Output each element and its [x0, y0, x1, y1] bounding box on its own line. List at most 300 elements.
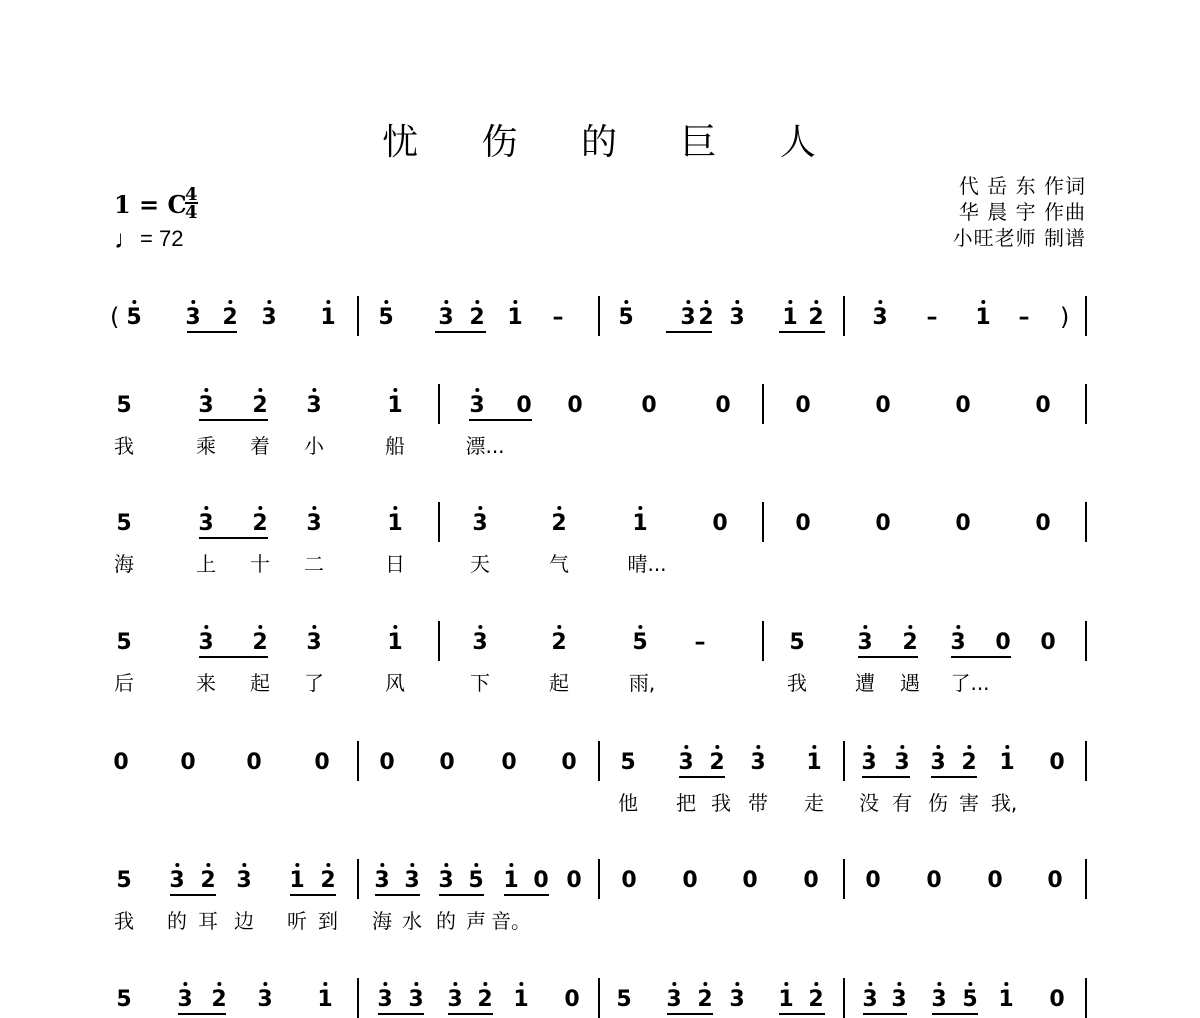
lyric-syllable: 我 — [114, 434, 134, 458]
lyric-syllable: 的 — [436, 909, 456, 933]
jianpu-note: 1 — [632, 512, 647, 536]
octave-dot-above — [867, 745, 871, 749]
dash-note: – — [1018, 305, 1030, 330]
jianpu-note: 3 — [306, 512, 321, 536]
octave-dot-above — [1005, 745, 1009, 749]
jianpu-note: 2 — [698, 306, 713, 330]
beam-underline — [199, 656, 268, 658]
lyric-syllable: 了 — [304, 671, 324, 695]
jianpu-note: 3 — [447, 988, 462, 1012]
jianpu-note: 5 — [620, 750, 636, 775]
jianpu-note: 5 — [632, 631, 647, 655]
lyric-syllable: 我 — [711, 791, 731, 815]
beam-underline — [439, 894, 484, 896]
jianpu-note: 1 — [806, 751, 821, 775]
lyric-syllable: 走 — [804, 791, 824, 815]
lyric-syllable: 日 — [385, 552, 405, 576]
octave-dot-above — [509, 863, 513, 867]
jianpu-note: 0 — [379, 750, 395, 775]
jianpu-note: 2 — [551, 631, 566, 655]
octave-dot-above — [703, 982, 707, 986]
octave-dot-above — [686, 300, 690, 304]
jianpu-note: 5 — [616, 987, 632, 1012]
lyric-syllable: 音。 — [491, 909, 531, 933]
beam-underline — [858, 656, 918, 658]
octave-dot-above — [483, 982, 487, 986]
octave-dot-above — [814, 300, 818, 304]
jianpu-note: 0 — [926, 868, 942, 893]
beam-underline — [199, 419, 268, 421]
lyric-syllable: 把 — [676, 791, 696, 815]
jianpu-note: 0 — [795, 511, 811, 536]
octave-dot-above — [475, 300, 479, 304]
lyric-syllable: 的 — [167, 909, 187, 933]
jianpu-note: 0 — [113, 750, 129, 775]
dash-note: – — [552, 305, 564, 330]
beam-underline — [187, 331, 237, 333]
jianpu-note: 2 — [320, 869, 335, 893]
octave-dot-above — [937, 982, 941, 986]
octave-dot-above — [557, 625, 561, 629]
jianpu-note: 5 — [116, 987, 132, 1012]
octave-dot-above — [908, 625, 912, 629]
jianpu-note: 3 — [177, 988, 192, 1012]
octave-dot-above — [228, 300, 232, 304]
octave-dot-above — [1004, 982, 1008, 986]
tempo-marking — [114, 224, 183, 255]
octave-dot-above — [444, 863, 448, 867]
lyric-syllable: 风 — [385, 671, 405, 695]
lyric-syllable: 乘 — [196, 434, 216, 458]
bar-line — [357, 296, 359, 336]
jianpu-note: 1 — [999, 751, 1014, 775]
octave-dot-above — [383, 982, 387, 986]
jianpu-note: 0 — [516, 393, 532, 418]
quarter-note-icon: ♩ — [114, 224, 140, 254]
jianpu-note: 3 — [374, 869, 389, 893]
bar-line — [438, 384, 440, 424]
octave-dot-above — [967, 745, 971, 749]
jianpu-note: 2 — [551, 512, 566, 536]
octave-dot-above — [393, 625, 397, 629]
lyric-syllable: 起 — [250, 671, 270, 695]
octave-dot-above — [444, 300, 448, 304]
bar-line — [598, 978, 600, 1018]
jianpu-note: 3 — [680, 306, 695, 330]
jianpu-note: 5 — [116, 630, 132, 655]
jianpu-note: 3 — [169, 869, 184, 893]
octave-dot-above — [326, 300, 330, 304]
jianpu-note: 5 — [116, 511, 132, 536]
lyric-syllable: 带 — [748, 791, 768, 815]
bar-line — [1085, 978, 1087, 1018]
octave-dot-above — [638, 625, 642, 629]
octave-dot-above — [191, 300, 195, 304]
jianpu-note: 2 — [961, 751, 976, 775]
jianpu-note: 0 — [501, 750, 517, 775]
jianpu-note: 5 — [116, 868, 132, 893]
jianpu-note: 1 — [320, 306, 335, 330]
lyric-syllable: 海 — [372, 909, 392, 933]
octave-dot-above — [258, 388, 262, 392]
jianpu-note: 3 — [894, 751, 909, 775]
lyric-syllable: 他 — [618, 791, 638, 815]
bar-line — [1085, 296, 1087, 336]
lyric-syllable: 水 — [402, 909, 422, 933]
jianpu-note: 0 — [955, 511, 971, 536]
lyric-syllable: 十 — [250, 552, 270, 576]
octave-dot-above — [242, 863, 246, 867]
jianpu-note: 2 — [709, 751, 724, 775]
jianpu-note: 0 — [1049, 750, 1065, 775]
octave-dot-above — [204, 625, 208, 629]
octave-dot-above — [258, 506, 262, 510]
jianpu-note: 2 — [808, 306, 823, 330]
jianpu-note: 3 — [750, 751, 765, 775]
jianpu-note: 3 — [931, 988, 946, 1012]
beam-underline — [667, 1013, 713, 1015]
jianpu-note: 5 — [468, 869, 483, 893]
lyric-syllable: 边 — [234, 909, 254, 933]
octave-dot-above — [784, 982, 788, 986]
bar-line — [1085, 741, 1087, 781]
jianpu-note: 0 — [1035, 393, 1051, 418]
octave-dot-above — [715, 745, 719, 749]
octave-dot-above — [684, 745, 688, 749]
jianpu-note: 0 — [314, 750, 330, 775]
jianpu-note: 0 — [621, 868, 637, 893]
lyric-syllable: 来 — [196, 671, 216, 695]
lyric-syllable: 晴... — [627, 552, 667, 576]
jianpu-note: 0 — [567, 393, 583, 418]
jianpu-note: 1 — [317, 988, 332, 1012]
jianpu-note: 0 — [1040, 630, 1056, 655]
beam-underline — [779, 1013, 825, 1015]
jianpu-note: 5 — [116, 393, 132, 418]
bar-line — [1085, 859, 1087, 899]
jianpu-note: 3 — [930, 751, 945, 775]
song-title: 忧 伤 的 巨 人 — [382, 122, 842, 163]
bar-line — [598, 741, 600, 781]
octave-dot-above — [478, 506, 482, 510]
beam-underline — [862, 776, 910, 778]
jianpu-note: 1 — [975, 306, 990, 330]
jianpu-note: 3 — [891, 988, 906, 1012]
bar-line — [1085, 502, 1087, 542]
jianpu-note: 1 — [387, 394, 402, 418]
lyric-syllable: 上 — [196, 552, 216, 576]
jianpu-note: 1 — [289, 869, 304, 893]
jianpu-note: 3 — [377, 988, 392, 1012]
jianpu-note: 2 — [697, 988, 712, 1012]
jianpu-note: 5 — [126, 306, 141, 330]
octave-dot-above — [557, 506, 561, 510]
beam-underline — [779, 331, 825, 333]
octave-dot-above — [814, 982, 818, 986]
bar-line — [1085, 621, 1087, 661]
octave-dot-above — [380, 863, 384, 867]
octave-dot-above — [175, 863, 179, 867]
bar-line — [762, 384, 764, 424]
jianpu-note: 5 — [378, 306, 393, 330]
octave-dot-above — [519, 982, 523, 986]
jianpu-note: 5 — [618, 306, 633, 330]
lyric-syllable: 后 — [114, 671, 134, 695]
octave-dot-above — [312, 506, 316, 510]
jianpu-note: 0 — [682, 868, 698, 893]
jianpu-note: 1 — [507, 306, 522, 330]
bar-line — [843, 978, 845, 1018]
lyric-syllable: 小 — [304, 434, 324, 458]
lyric-syllable: 我 — [114, 909, 134, 933]
lyric-syllable: 耳 — [198, 909, 218, 933]
octave-dot-above — [868, 982, 872, 986]
repeat-open-paren: ( — [110, 303, 120, 331]
jianpu-note: 2 — [252, 394, 267, 418]
jianpu-note: 3 — [198, 631, 213, 655]
beam-underline — [504, 894, 549, 896]
jianpu-note: 3 — [861, 751, 876, 775]
jianpu-note: 1 — [513, 988, 528, 1012]
octave-dot-above — [704, 300, 708, 304]
octave-dot-above — [475, 388, 479, 392]
octave-dot-above — [735, 300, 739, 304]
jianpu-note: 3 — [306, 394, 321, 418]
jianpu-note: 2 — [211, 988, 226, 1012]
bar-line — [357, 741, 359, 781]
jianpu-note: 3 — [261, 306, 276, 330]
jianpu-note: 1 — [998, 988, 1013, 1012]
octave-dot-above — [968, 982, 972, 986]
octave-dot-above — [863, 625, 867, 629]
key-signature: 1 = C — [114, 190, 187, 219]
beam-underline — [931, 776, 977, 778]
jianpu-note: 0 — [803, 868, 819, 893]
octave-dot-above — [897, 982, 901, 986]
octave-dot-above — [217, 982, 221, 986]
lyric-syllable: 雨, — [628, 671, 656, 695]
beam-underline — [951, 656, 1011, 658]
octave-dot-above — [672, 982, 676, 986]
meter-top: 4 — [185, 184, 198, 205]
jianpu-note: 3 — [438, 306, 453, 330]
beam-underline — [290, 894, 336, 896]
dash-note: – — [694, 630, 706, 655]
jianpu-note: 0 — [641, 393, 657, 418]
octave-dot-above — [258, 625, 262, 629]
lyric-syllable: 着 — [250, 434, 270, 458]
octave-dot-above — [326, 863, 330, 867]
octave-dot-above — [263, 982, 267, 986]
lyric-syllable: 我 — [787, 671, 807, 695]
beam-underline — [469, 419, 532, 421]
jianpu-note: 3 — [862, 988, 877, 1012]
lyric-syllable: 遇 — [900, 671, 920, 695]
jianpu-note: 3 — [438, 869, 453, 893]
arranger-credit: 小旺老师 制谱 — [952, 226, 1086, 250]
jianpu-note: 0 — [439, 750, 455, 775]
octave-dot-above — [638, 506, 642, 510]
beam-underline — [375, 894, 420, 896]
bar-line — [357, 859, 359, 899]
jianpu-note: 3 — [306, 631, 321, 655]
octave-dot-below — [384, 300, 388, 304]
octave-dot-above — [312, 388, 316, 392]
jianpu-note: 3 — [236, 869, 251, 893]
octave-dot-below — [132, 300, 136, 304]
bar-line — [598, 859, 600, 899]
octave-dot-above — [393, 506, 397, 510]
beam-underline — [199, 537, 268, 539]
beam-underline — [448, 1013, 493, 1015]
octave-dot-above — [735, 982, 739, 986]
octave-dot-above — [956, 625, 960, 629]
octave-dot-above — [900, 745, 904, 749]
lyric-syllable: 天 — [470, 552, 490, 576]
bar-line — [357, 978, 359, 1018]
bar-line — [438, 621, 440, 661]
jianpu-note: 2 — [252, 631, 267, 655]
bar-line — [843, 859, 845, 899]
jianpu-note: 0 — [995, 630, 1011, 655]
octave-dot-above — [295, 863, 299, 867]
lyric-syllable: 下 — [470, 671, 490, 695]
lyric-syllable: 遭 — [855, 671, 875, 695]
octave-dot-above — [410, 863, 414, 867]
jianpu-note: 3 — [472, 512, 487, 536]
jianpu-note: 1 — [387, 512, 402, 536]
octave-dot-above — [393, 388, 397, 392]
jianpu-note: 2 — [902, 631, 917, 655]
bar-line — [843, 296, 845, 336]
jianpu-note: 5 — [962, 988, 977, 1012]
jianpu-note: 2 — [252, 512, 267, 536]
jianpu-note: 0 — [533, 868, 549, 893]
composer-credit: 华 晨 宇 作曲 — [958, 200, 1086, 224]
lyricist-credit: 代 岳 东 作词 — [958, 174, 1086, 198]
bar-line — [598, 296, 600, 336]
octave-dot-above — [453, 982, 457, 986]
jianpu-note: 0 — [875, 511, 891, 536]
octave-dot-above — [812, 745, 816, 749]
beam-underline — [666, 331, 712, 333]
octave-dot-above — [936, 745, 940, 749]
repeat-close-paren: ) — [1060, 303, 1070, 331]
jianpu-note: 0 — [715, 393, 731, 418]
octave-dot-above — [414, 982, 418, 986]
dash-note: – — [926, 305, 938, 330]
octave-dot-above — [312, 625, 316, 629]
octave-dot-above — [878, 300, 882, 304]
jianpu-note: 0 — [987, 868, 1003, 893]
octave-dot-above — [183, 982, 187, 986]
bar-line — [438, 502, 440, 542]
lyric-syllable: 有 — [892, 791, 912, 815]
jianpu-note: 0 — [1035, 511, 1051, 536]
octave-dot-above — [204, 506, 208, 510]
octave-dot-above — [267, 300, 271, 304]
jianpu-note: 1 — [778, 988, 793, 1012]
jianpu-note: 1 — [782, 306, 797, 330]
jianpu-note: 0 — [875, 393, 891, 418]
octave-dot-above — [756, 745, 760, 749]
jianpu-note: 2 — [477, 988, 492, 1012]
jianpu-note: 0 — [795, 393, 811, 418]
jianpu-note: 3 — [198, 512, 213, 536]
jianpu-note: 3 — [872, 306, 887, 330]
lyric-syllable: 船 — [385, 434, 405, 458]
jianpu-note: 0 — [566, 868, 582, 893]
octave-dot-above — [474, 863, 478, 867]
lyric-syllable: 起 — [549, 671, 569, 695]
lyric-syllable: 海 — [114, 552, 134, 576]
jianpu-note: 3 — [469, 394, 484, 418]
jianpu-note: 0 — [180, 750, 196, 775]
jianpu-note: 1 — [387, 631, 402, 655]
octave-dot-below — [624, 300, 628, 304]
octave-dot-above — [323, 982, 327, 986]
jianpu-note: 3 — [198, 394, 213, 418]
jianpu-note: 0 — [1049, 987, 1065, 1012]
jianpu-note: 3 — [729, 988, 744, 1012]
jianpu-note: 5 — [789, 630, 805, 655]
octave-dot-above — [478, 625, 482, 629]
lyric-syllable: 声 — [466, 909, 486, 933]
jianpu-note: 2 — [469, 306, 484, 330]
jianpu-note: 3 — [408, 988, 423, 1012]
jianpu-note: 1 — [503, 869, 518, 893]
octave-dot-above — [206, 863, 210, 867]
jianpu-note: 2 — [222, 306, 237, 330]
lyric-syllable: 二 — [304, 552, 324, 576]
lyric-syllable: 到 — [318, 909, 338, 933]
jianpu-note: 3 — [404, 869, 419, 893]
jianpu-note: 3 — [185, 306, 200, 330]
lyric-syllable: 漂... — [465, 434, 505, 458]
time-signature — [185, 186, 198, 221]
lyric-syllable: 听 — [287, 909, 307, 933]
jianpu-note: 0 — [955, 393, 971, 418]
lyric-syllable: 我, — [990, 791, 1018, 815]
jianpu-note: 3 — [678, 751, 693, 775]
jianpu-note: 3 — [472, 631, 487, 655]
jianpu-note: 0 — [712, 511, 728, 536]
lyric-syllable: 害 — [959, 791, 979, 815]
octave-dot-above — [204, 388, 208, 392]
lyric-syllable: 伤 — [928, 791, 948, 815]
jianpu-note: 0 — [742, 868, 758, 893]
beam-underline — [863, 1013, 907, 1015]
lyric-syllable: 没 — [859, 791, 879, 815]
jianpu-note: 2 — [808, 988, 823, 1012]
beam-underline — [378, 1013, 424, 1015]
jianpu-note: 3 — [257, 988, 272, 1012]
beam-underline — [170, 894, 216, 896]
beam-underline — [932, 1013, 978, 1015]
meter-bottom: 4 — [185, 202, 198, 223]
octave-dot-above — [788, 300, 792, 304]
jianpu-note: 3 — [950, 631, 965, 655]
lyric-syllable: 了... — [950, 671, 990, 695]
jianpu-note: 2 — [200, 869, 215, 893]
jianpu-note: 0 — [564, 987, 580, 1012]
jianpu-note: 0 — [865, 868, 881, 893]
beam-underline — [679, 776, 725, 778]
jianpu-note: 0 — [246, 750, 262, 775]
octave-dot-above — [981, 300, 985, 304]
bar-line — [843, 741, 845, 781]
jianpu-note: 3 — [666, 988, 681, 1012]
